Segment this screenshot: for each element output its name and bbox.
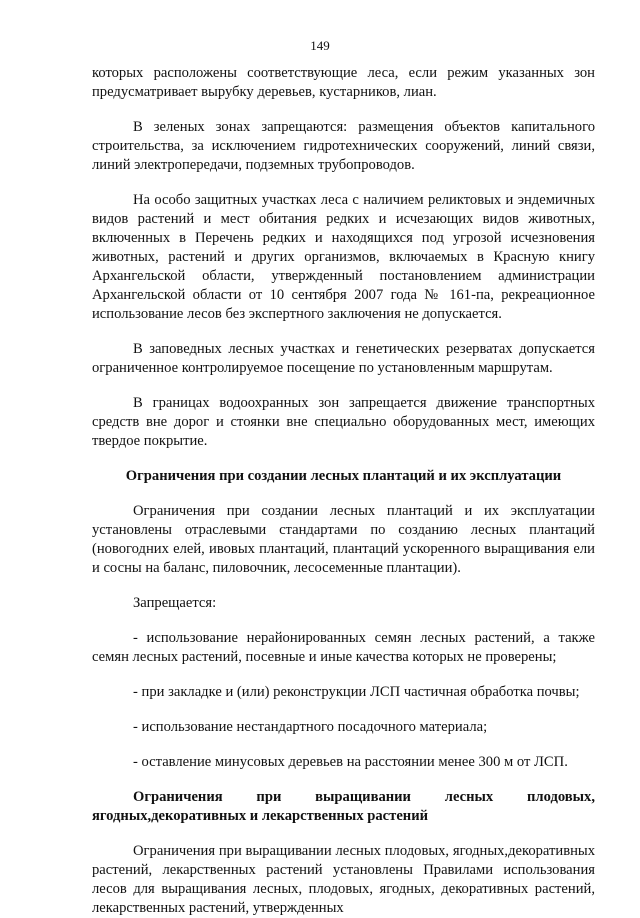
paragraph-12: Ограничения при выращивании лесных плодовых, ягодных,декоративных растений, лекарственных растений установлены Правилами использования лесов для выращивания лесных, плодовых, ягодных, декоративных растений, лекарственных растений, утвержденных — [92, 843, 595, 916]
paragraph-6: Ограничения при создании лесных плантаций и их эксплуатации установлены отраслевыми стандартами по созданию лесных плантаций (новогодних елей, ивовых плантаций, плантаций ускоренного выращивания ели и сосны на баланс, пиловочник, лесосеменные плантации). — [92, 503, 595, 576]
paragraph-8: - использование нерайонированных семян лесных растений, а также семян лесных растений, посевные и иные качества которых не проверены; — [92, 630, 595, 665]
paragraph-7: Запрещается: — [133, 595, 217, 611]
section-heading-1: Ограничения при создании лесных плантаций и их эксплуатации — [125, 468, 562, 484]
paragraph-10: - использование нестандартного посадочного материала; — [133, 719, 488, 735]
paragraph-5: В границах водоохранных зон запрещается движение транспортных средств вне дорог и стоянки вне специально оборудованных мест, имеющих твердое покрытие. — [92, 395, 595, 449]
paragraph-9: - при закладке и (или) реконструкции ЛСП частичная обработка почвы; — [133, 684, 580, 700]
paragraph-3: На особо защитных участках леса с наличием реликтовых и эндемичных видов растений и мест обитания редких и исчезающих видов животных, включенных в Перечень редких и находящихся под угрозой исчезновения животных, растений и других организмов, включаемых в Красную книгу Архангельской области, утвержденный постановлением администрации Архангельской области от 10 сентября 2007 года № 161-па, рекреационное использование лесов без экспертного заключения не допускается. — [92, 192, 595, 322]
paragraph-4: В заповедных лесных участках и генетических резерватах допускается ограниченное контролируемое посещение по установленным маршрутам. — [92, 341, 595, 376]
paragraph-11: - оставление минусовых деревьев на расстоянии менее 300 м от ЛСП. — [133, 754, 568, 770]
page-number: 149 — [310, 38, 330, 53]
paragraph-2: В зеленых зонах запрещаются: размещения объектов капитального строительства, за исключением гидротехнических сооружений, линий связи, линий электропередачи, подземных трубопроводов. — [92, 119, 595, 173]
section-heading-2: Ограничения при выращивании лесных плодовых, ягодных,декоративных и лекарственных растений — [92, 789, 595, 824]
paragraph-1: которых расположены соответствующие леса, если режим указанных зон предусматривает вырубку деревьев, кустарников, лиан. — [92, 65, 595, 100]
page-body — [92, 64, 595, 918]
